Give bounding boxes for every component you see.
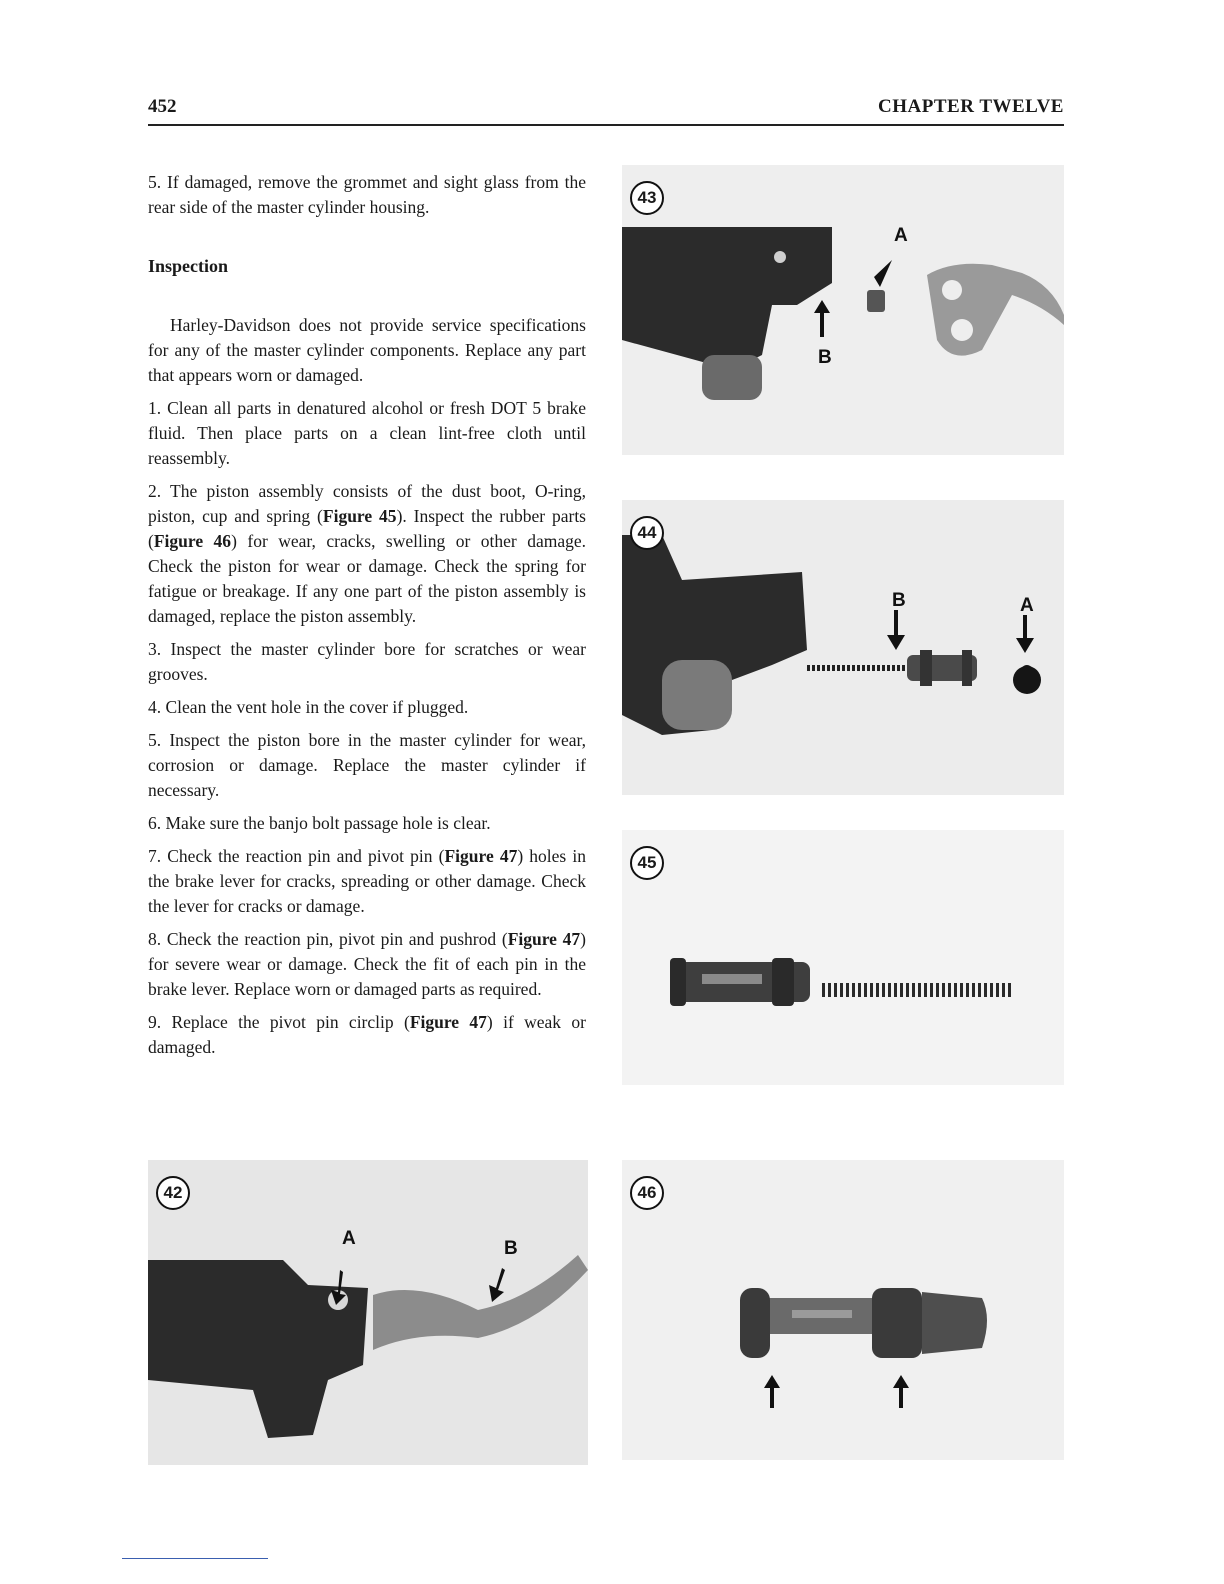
inspection-heading: Inspection: [148, 256, 229, 276]
figure-44-illustration: [622, 500, 1064, 795]
figure-43-label-a: A: [894, 225, 908, 246]
figure-43-number: 43: [630, 181, 664, 215]
footer-rule: [122, 1558, 268, 1559]
figure-44-photo: [622, 500, 1064, 795]
paragraph-step5-top: 5. If damaged, remove the grommet and sight glass from the rear side of the master cylinder housing.: [148, 172, 586, 217]
figure-45-photo: [622, 830, 1064, 1085]
figure-42-photo: [148, 1160, 588, 1465]
paragraph-step7: 7. Check the reaction pin and pivot pin (Figure 47) holes in the brake lever for cracks, spreading or other damage. Check the lever for cracks or damage.: [148, 846, 586, 916]
page-header: [148, 96, 1064, 126]
figure-45-illustration: [622, 830, 1064, 1085]
figure-46-number: 46: [630, 1176, 664, 1210]
figure-43-illustration: [622, 165, 1064, 455]
paragraph-intro: Harley-Davidson does not provide service specifications for any of the master cylinder components. Replace any part that appears worn or damaged.: [148, 315, 586, 385]
figure-42-label-b: B: [504, 1238, 518, 1259]
paragraph-step3: 3. Inspect the master cylinder bore for scratches or wear grooves.: [148, 639, 586, 684]
paragraph-step9: 9. Replace the pivot pin circlip (Figure 47) if weak or damaged.: [148, 1012, 586, 1057]
figure-42-illustration: [148, 1160, 588, 1465]
figure-44-number: 44: [630, 516, 664, 550]
chapter-title: CHAPTER TWELVE: [878, 96, 1064, 117]
paragraph-step6: 6. Make sure the banjo bolt passage hole is clear.: [148, 813, 491, 833]
paragraph-step8: 8. Check the reaction pin, pivot pin and pushrod (Figure 47) for severe wear or damage. Check the fit of each pin in the brake lever. Replace worn or damaged parts as required.: [148, 929, 586, 999]
text-column: [148, 170, 586, 1068]
figure-45-number: 45: [630, 846, 664, 880]
paragraph-step2: 2. The piston assembly consists of the dust boot, O-ring, piston, cup and spring (Figure 45). Inspect the rubber parts (Figure 46) for wear, cracks, swelling or other damage. Check the piston for wear or damage. Check the spring for fatigue or breakage. If any one part of the piston assembly is damaged, replace the piston assembly.: [148, 481, 586, 626]
paragraph-step4: 4. Clean the vent hole in the cover if plugged.: [148, 697, 469, 717]
figure-42-number: 42: [156, 1176, 190, 1210]
figure-43-photo: [622, 165, 1064, 455]
figure-46-photo: [622, 1160, 1064, 1460]
figure-43-label-b: B: [818, 347, 832, 368]
figure-44-label-b: B: [892, 590, 906, 611]
page-number: 452: [148, 96, 177, 117]
figure-44-label-a: A: [1020, 595, 1034, 616]
paragraph-step1: 1. Clean all parts in denatured alcohol or fresh DOT 5 brake fluid. Then place parts on a clean lint-free cloth until reassembly.: [148, 398, 586, 468]
figure-42-label-a: A: [342, 1228, 356, 1249]
figure-46-illustration: [622, 1160, 1064, 1460]
paragraph-step5: 5. Inspect the piston bore in the master cylinder for wear, corrosion or damage. Replace the master cylinder if necessary.: [148, 730, 586, 800]
